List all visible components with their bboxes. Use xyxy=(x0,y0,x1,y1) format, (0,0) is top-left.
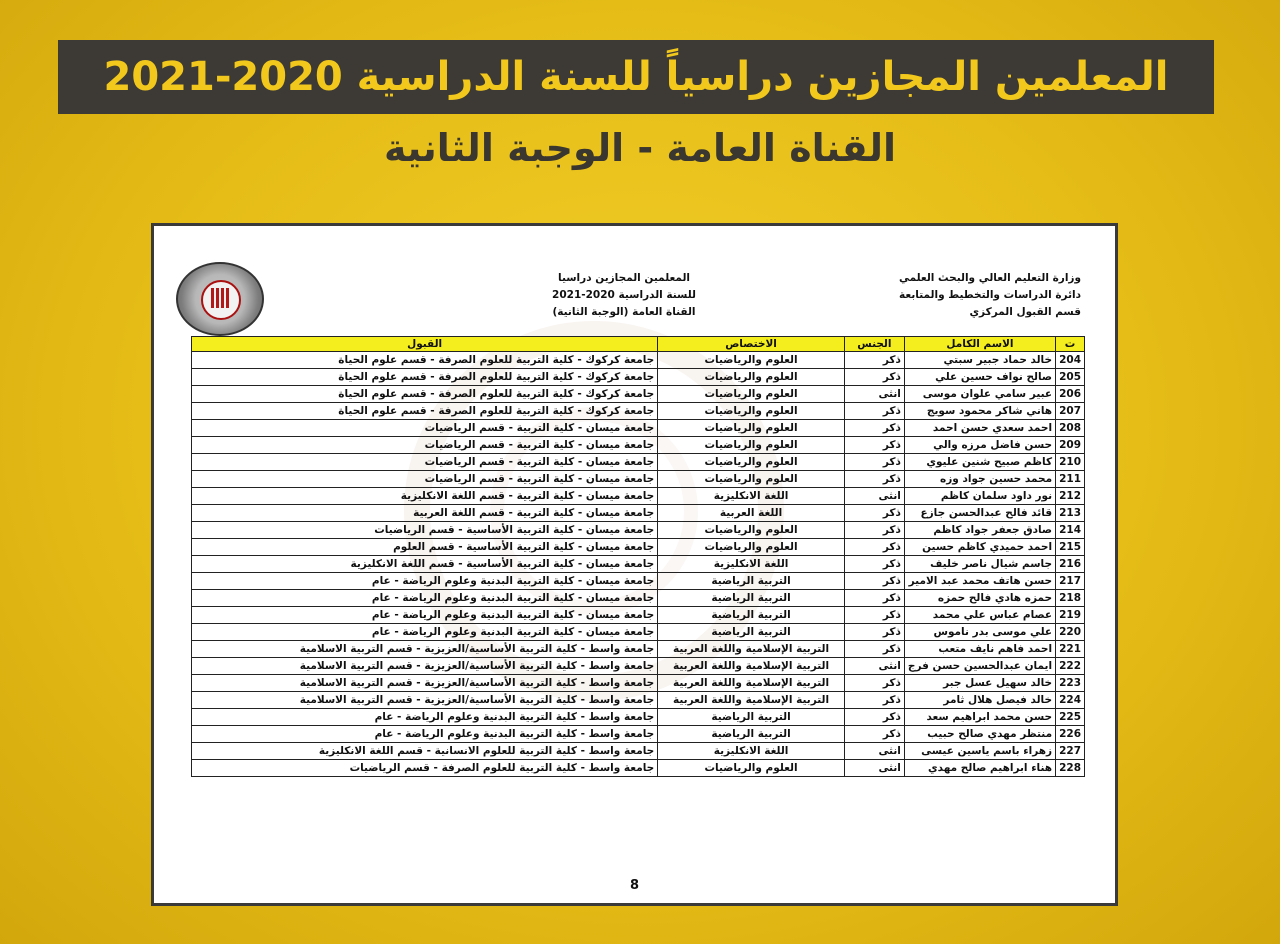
cell-gender: ذكر xyxy=(844,641,904,658)
page-subtitle: القناة العامة - الوجبة الثانية xyxy=(383,126,897,170)
cell-spec: العلوم والرياضيات xyxy=(658,454,845,471)
cell-num: 211 xyxy=(1056,471,1085,488)
table-row xyxy=(192,607,1085,624)
cell-name: احمد حميدي كاظم حسين xyxy=(904,539,1055,556)
cell-name: كاظم صبيح شنين عليوي xyxy=(904,454,1055,471)
cell-name: هناء ابراهيم صالح مهدي xyxy=(904,760,1055,777)
cell-spec: التربية الرياضية xyxy=(658,709,845,726)
cell-num: 212 xyxy=(1056,488,1085,505)
cell-admission: جامعة ميسان - كلية التربية البدنية وعلوم الرياضة - عام xyxy=(192,624,658,641)
table-row xyxy=(192,539,1085,556)
table-row xyxy=(192,505,1085,522)
doc-title-line-2: للسنة الدراسية 2020-2021 xyxy=(552,289,696,301)
cell-num: 207 xyxy=(1056,403,1085,420)
cell-gender: ذكر xyxy=(844,505,904,522)
table-row xyxy=(192,692,1085,709)
cell-admission: جامعة ميسان - كلية التربية الأساسية - قسم العلوم xyxy=(192,539,658,556)
cell-gender: انثى xyxy=(844,488,904,505)
cell-num: 216 xyxy=(1056,556,1085,573)
cell-admission: جامعة كركوك - كلية التربية للعلوم الصرفة - قسم علوم الحياة xyxy=(192,369,658,386)
cell-admission: جامعة ميسان - كلية التربية البدنية وعلوم الرياضة - عام xyxy=(192,573,658,590)
cell-name: هاني شاكر محمود سويج xyxy=(904,403,1055,420)
table-row xyxy=(192,709,1085,726)
cell-gender: ذكر xyxy=(844,590,904,607)
table-row xyxy=(192,420,1085,437)
table-row xyxy=(192,471,1085,488)
table-row xyxy=(192,437,1085,454)
table-row xyxy=(192,726,1085,743)
cell-gender: ذكر xyxy=(844,471,904,488)
table-row xyxy=(192,590,1085,607)
cell-spec: اللغة الانكليزية xyxy=(658,743,845,760)
cell-gender: انثى xyxy=(844,658,904,675)
cell-name: خالد سهيل عسل جبر xyxy=(904,675,1055,692)
ministry-line-3: قسم القبول المركزي xyxy=(969,306,1081,318)
document-title-block xyxy=(544,270,704,321)
cell-name: خالد حماد جبير سبتي xyxy=(904,352,1055,369)
cell-spec: العلوم والرياضيات xyxy=(658,437,845,454)
cell-spec: اللغة العربية xyxy=(658,505,845,522)
table-row xyxy=(192,658,1085,675)
cell-name: محمد حسين جواد وزه xyxy=(904,471,1055,488)
table-row xyxy=(192,386,1085,403)
cell-name: ايمان عبدالحسين حسن فرج xyxy=(904,658,1055,675)
table-row xyxy=(192,743,1085,760)
cell-spec: العلوم والرياضيات xyxy=(658,352,845,369)
cell-name: حمزه هادي فالح حمزه xyxy=(904,590,1055,607)
cell-admission: جامعة ميسان - كلية التربية البدنية وعلوم الرياضة - عام xyxy=(192,607,658,624)
cell-name: حسن محمد ابراهيم سعد xyxy=(904,709,1055,726)
cell-spec: العلوم والرياضيات xyxy=(658,471,845,488)
cell-gender: ذكر xyxy=(844,692,904,709)
cell-gender: انثى xyxy=(844,386,904,403)
cell-num: 227 xyxy=(1056,743,1085,760)
cell-num: 228 xyxy=(1056,760,1085,777)
cell-spec: اللغة الانكليزية xyxy=(658,556,845,573)
cell-admission: جامعة ميسان - كلية التربية - قسم الرياضيات xyxy=(192,420,658,437)
cell-gender: ذكر xyxy=(844,539,904,556)
cell-name: عصام عباس علي محمد xyxy=(904,607,1055,624)
cell-admission: جامعة واسط - كلية التربية الأساسية/العزيزية - قسم التربية الاسلامية xyxy=(192,675,658,692)
table-row xyxy=(192,624,1085,641)
cell-name: صادق جعفر جواد كاظم xyxy=(904,522,1055,539)
cell-spec: العلوم والرياضيات xyxy=(658,522,845,539)
cell-gender: ذكر xyxy=(844,437,904,454)
cell-spec: العلوم والرياضيات xyxy=(658,539,845,556)
cell-spec: التربية الرياضية xyxy=(658,590,845,607)
cell-spec: التربية الإسلامية واللغة العربية xyxy=(658,641,845,658)
cell-admission: جامعة واسط - كلية التربية البدنية وعلوم الرياضة - عام xyxy=(192,726,658,743)
cell-admission: جامعة ميسان - كلية التربية الأساسية - قسم اللغة الانكليزية xyxy=(192,556,658,573)
cell-admission: جامعة واسط - كلية التربية البدنية وعلوم الرياضة - عام xyxy=(192,709,658,726)
col-header-admission: القبول xyxy=(192,337,658,352)
cell-admission: جامعة ميسان - كلية التربية البدنية وعلوم الرياضة - عام xyxy=(192,590,658,607)
cell-name: قائد فالح عبدالحسن جازع xyxy=(904,505,1055,522)
cell-spec: العلوم والرياضيات xyxy=(658,386,845,403)
cell-num: 224 xyxy=(1056,692,1085,709)
cell-admission: جامعة واسط - كلية التربية للعلوم الصرفة - قسم الرياضيات xyxy=(192,760,658,777)
table-row xyxy=(192,454,1085,471)
doc-title-line-3: القناة العامة (الوجبة الثانية) xyxy=(552,306,696,318)
cell-gender: ذكر xyxy=(844,522,904,539)
cell-admission: جامعة كركوك - كلية التربية للعلوم الصرفة - قسم علوم الحياة xyxy=(192,352,658,369)
cell-num: 214 xyxy=(1056,522,1085,539)
cell-gender: ذكر xyxy=(844,709,904,726)
cell-spec: التربية الرياضية xyxy=(658,624,845,641)
cell-admission: جامعة واسط - كلية التربية الأساسية/العزيزية - قسم التربية الاسلامية xyxy=(192,658,658,675)
cell-name: جاسم شيال ناصر خليف xyxy=(904,556,1055,573)
cell-gender: ذكر xyxy=(844,726,904,743)
cell-gender: ذكر xyxy=(844,607,904,624)
cell-num: 226 xyxy=(1056,726,1085,743)
table-header-row xyxy=(192,337,1085,352)
doc-title-line-1: المعلمين المجازين دراسيا xyxy=(558,272,690,284)
cell-num: 221 xyxy=(1056,641,1085,658)
cell-name: حسن فاضل مرزه والي xyxy=(904,437,1055,454)
ministry-header xyxy=(899,270,1081,321)
cell-gender: ذكر xyxy=(844,454,904,471)
cell-num: 218 xyxy=(1056,590,1085,607)
col-header-num: ت xyxy=(1056,337,1085,352)
table-row xyxy=(192,573,1085,590)
table-row xyxy=(192,556,1085,573)
cell-num: 209 xyxy=(1056,437,1085,454)
cell-gender: ذكر xyxy=(844,556,904,573)
ministry-line-2: دائرة الدراسات والتخطيط والمتابعة xyxy=(899,289,1081,301)
cell-admission: جامعة ميسان - كلية التربية - قسم الرياضيات xyxy=(192,471,658,488)
banner-title: المعلمين المجازين دراسياً للسنة الدراسية 2020-2021 xyxy=(103,54,1169,100)
cell-num: 220 xyxy=(1056,624,1085,641)
ministry-line-1: وزارة التعليم العالي والبحث العلمي xyxy=(898,272,1081,284)
cell-num: 208 xyxy=(1056,420,1085,437)
cell-admission: جامعة واسط - كلية التربية الأساسية/العزيزية - قسم التربية الاسلامية xyxy=(192,641,658,658)
cell-admission: جامعة ميسان - كلية التربية - قسم اللغة العربية xyxy=(192,505,658,522)
cell-spec: التربية الإسلامية واللغة العربية xyxy=(658,692,845,709)
cell-num: 213 xyxy=(1056,505,1085,522)
cell-name: زهراء باسم ياسين عيسى xyxy=(904,743,1055,760)
cell-name: عبير سامي علوان موسى xyxy=(904,386,1055,403)
title-banner xyxy=(58,40,1214,114)
cell-spec: التربية الإسلامية واللغة العربية xyxy=(658,675,845,692)
cell-spec: التربية الإسلامية واللغة العربية xyxy=(658,658,845,675)
cell-admission: جامعة ميسان - كلية التربية - قسم الرياضيات xyxy=(192,437,658,454)
cell-name: صالح نواف حسين علي xyxy=(904,369,1055,386)
cell-gender: ذكر xyxy=(844,420,904,437)
cell-spec: التربية الرياضية xyxy=(658,607,845,624)
cell-num: 206 xyxy=(1056,386,1085,403)
cell-admission: جامعة ميسان - كلية التربية - قسم اللغة الانكليزية xyxy=(192,488,658,505)
cell-gender: ذكر xyxy=(844,369,904,386)
cell-spec: العلوم والرياضيات xyxy=(658,369,845,386)
cell-admission: جامعة كركوك - كلية التربية للعلوم الصرفة - قسم علوم الحياة xyxy=(192,403,658,420)
cell-name: حسن هاتف محمد عبد الامير xyxy=(904,573,1055,590)
cell-num: 217 xyxy=(1056,573,1085,590)
cell-spec: اللغة الانكليزية xyxy=(658,488,845,505)
table-row xyxy=(192,488,1085,505)
cell-num: 223 xyxy=(1056,675,1085,692)
cell-name: احمد فاهم نايف متعب xyxy=(904,641,1055,658)
cell-admission: جامعة واسط - كلية التربية للعلوم الانسانية - قسم اللغة الانكليزية xyxy=(192,743,658,760)
col-header-name: الاسم الكامل xyxy=(904,337,1055,352)
table-row xyxy=(192,352,1085,369)
cell-admission: جامعة ميسان - كلية التربية - قسم الرياضيات xyxy=(192,454,658,471)
page-number: 8 xyxy=(629,878,640,893)
ministry-logo xyxy=(176,262,264,336)
table-row xyxy=(192,522,1085,539)
cell-gender: ذكر xyxy=(844,573,904,590)
cell-admission: جامعة ميسان - كلية التربية الأساسية - قسم الرياضيات xyxy=(192,522,658,539)
cell-gender: ذكر xyxy=(844,352,904,369)
cell-num: 215 xyxy=(1056,539,1085,556)
cell-admission: جامعة واسط - كلية التربية الأساسية/العزيزية - قسم التربية الاسلامية xyxy=(192,692,658,709)
table-row xyxy=(192,403,1085,420)
cell-name: احمد سعدي حسن احمد xyxy=(904,420,1055,437)
cell-num: 210 xyxy=(1056,454,1085,471)
cell-name: نور داود سلمان كاظم xyxy=(904,488,1055,505)
cell-name: علي موسى بدر ناموس xyxy=(904,624,1055,641)
table-row xyxy=(192,369,1085,386)
cell-gender: ذكر xyxy=(844,403,904,420)
table-row xyxy=(192,760,1085,777)
cell-num: 204 xyxy=(1056,352,1085,369)
cell-spec: العلوم والرياضيات xyxy=(658,403,845,420)
cell-spec: التربية الرياضية xyxy=(658,573,845,590)
cell-spec: التربية الرياضية xyxy=(658,726,845,743)
cell-name: منتظر مهدي صالح حبيب xyxy=(904,726,1055,743)
col-header-gender: الجنس xyxy=(844,337,904,352)
cell-gender: انثى xyxy=(844,743,904,760)
table-row xyxy=(192,675,1085,692)
document-sheet xyxy=(151,223,1118,906)
cell-num: 225 xyxy=(1056,709,1085,726)
cell-name: خالد فيصل هلال ثامر xyxy=(904,692,1055,709)
cell-num: 222 xyxy=(1056,658,1085,675)
cell-gender: انثى xyxy=(844,760,904,777)
cell-spec: العلوم والرياضيات xyxy=(658,760,845,777)
cell-gender: ذكر xyxy=(844,624,904,641)
col-header-spec: الاختصاص xyxy=(658,337,845,352)
cell-gender: ذكر xyxy=(844,675,904,692)
table-row xyxy=(192,641,1085,658)
cell-admission: جامعة كركوك - كلية التربية للعلوم الصرفة - قسم علوم الحياة xyxy=(192,386,658,403)
cell-spec: العلوم والرياضيات xyxy=(658,420,845,437)
cell-num: 219 xyxy=(1056,607,1085,624)
cell-num: 205 xyxy=(1056,369,1085,386)
logo-emblem-icon xyxy=(201,280,241,320)
teachers-table xyxy=(191,336,1085,777)
